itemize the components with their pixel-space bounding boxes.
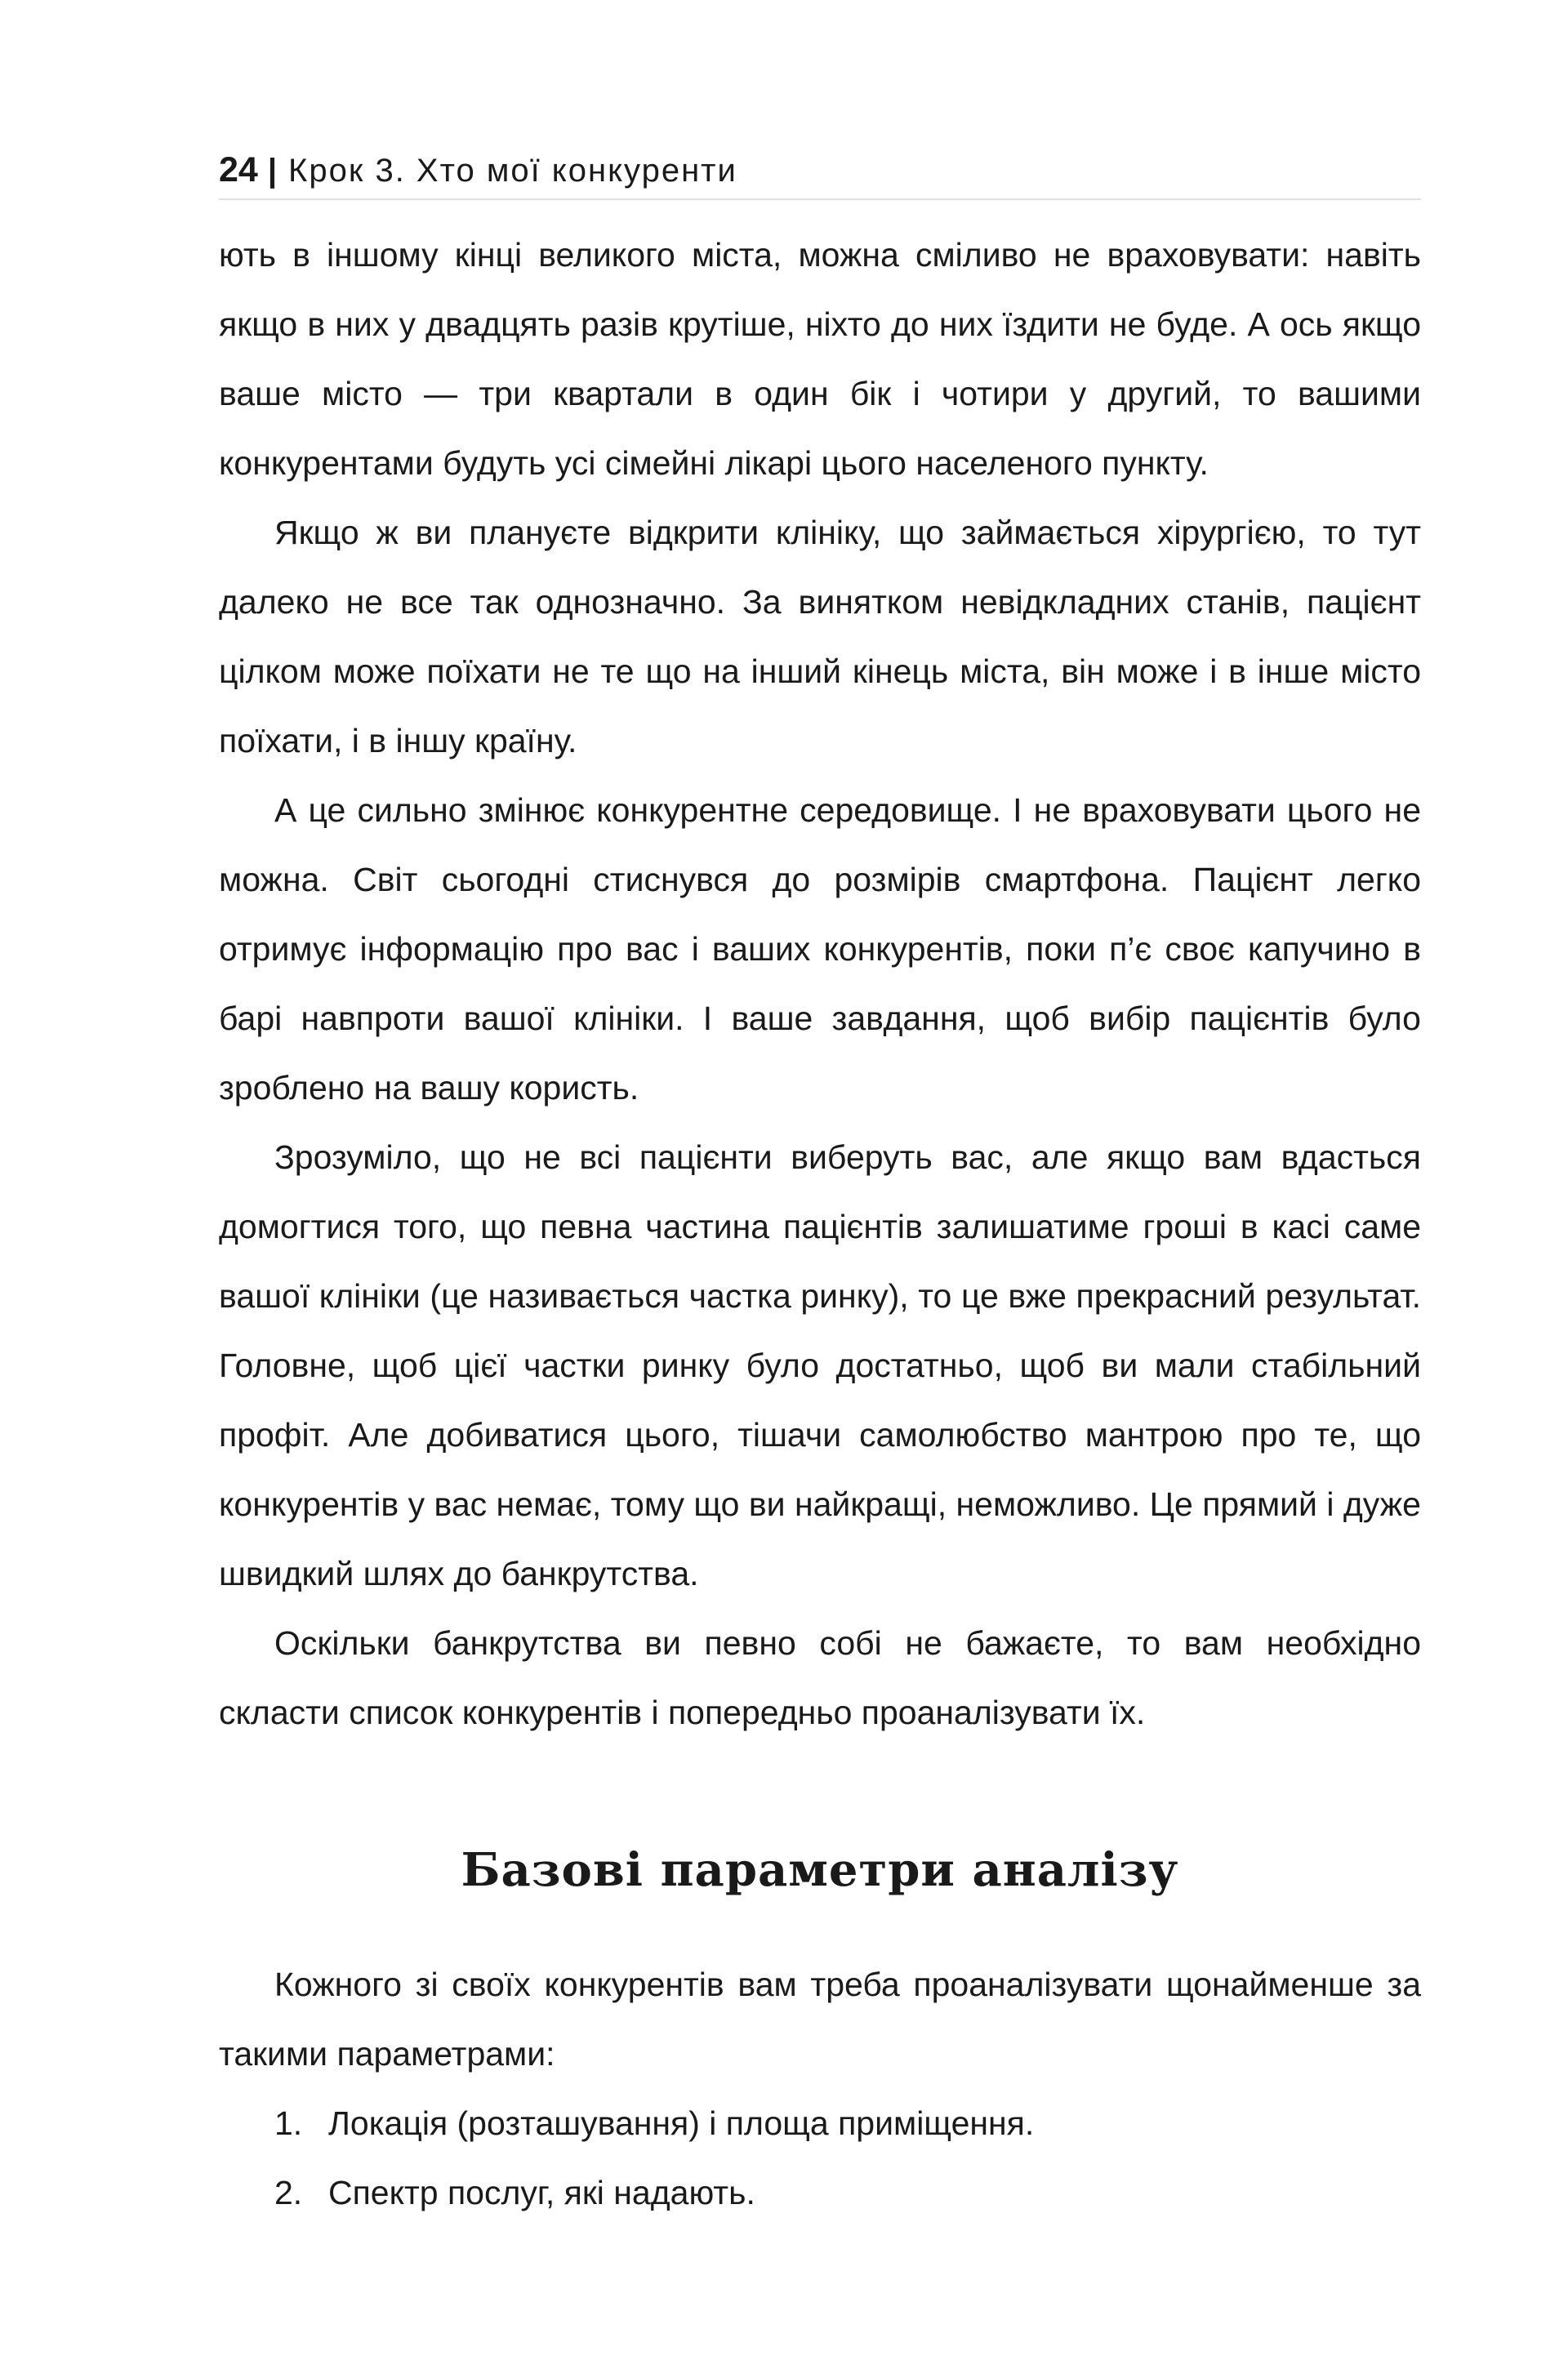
section-intro: Кожного зі своїх конкурентів вам треба проаналізувати щонайменше за такими параметрами: [219, 1966, 1421, 2073]
parameter-list [219, 2089, 1421, 2228]
header-separator: | [267, 153, 278, 189]
main-text [219, 220, 1421, 1748]
paragraph: Зрозуміло, що не всі пацієнти виберуть вас, але якщо вам вдасться домогтися того, що певна частина пацієнтів залишатиме гроші в касі саме вашої клініки (це називається частка ринку), то це вже прекрасний результат. Головне, щоб цієї частки ринку було достатньо, щоб ви мали стабільний профіт. Але добиватися цього, тішачи самолюбство мантрою про те, що конкурентів у вас немає, тому що ви найкращі, неможливо. Це прямий і дуже швидкий шлях до банкрутства. [219, 1138, 1421, 1592]
header-divider [219, 198, 1421, 200]
paragraph: А це сильно змінює конкурентне середовище. І не враховувати цього не можна. Світ сьогодні стиснувся до розмірів смартфона. Пацієнт легко отримує інформацію про вас і ваших конкурентів, поки п’є своє капучино в барі навпроти вашої клініки. І ваше завдання, щоб вибір пацієнтів було зроблено на вашу користь. [219, 791, 1421, 1107]
paragraph: ють в іншому кінці великого міста, можна сміливо не враховувати: навіть якщо в них у двадцять разів крутіше, ніхто до них їздити не буде. А ось якщо ваше місто — три квартали в один бік і чотири у другий, то вашими конкурентами будуть усі сімейні лікарі цього населеного пункту. [219, 236, 1421, 482]
list-marker: 1. [274, 2104, 303, 2142]
section-heading: Базові параметри аналізу [461, 1843, 1179, 1897]
chapter-title: Крок 3. Хто мої конкуренти [288, 153, 737, 189]
section-text [219, 1950, 1421, 2228]
list-item-text: Спектр послуг, які надають. [328, 2174, 755, 2211]
paragraph: Оскільки банкрутства ви певно собі не бажаєте, то вам необхідно скласти список конкурентів і попередньо проаналізувати їх. [219, 1624, 1421, 1731]
list-item [219, 2089, 1421, 2158]
page-number: 24 [219, 150, 258, 189]
running-head [219, 147, 1421, 194]
list-item [219, 2158, 1421, 2228]
list-marker: 2. [274, 2174, 303, 2211]
list-item-text: Локація (розташування) і площа приміщення. [328, 2104, 1035, 2142]
paragraph: Якщо ж ви плануєте відкрити клініку, що займається хірургією, то тут далеко не все так однозначно. За винятком невідкладних станів, пацієнт цілком може поїхати не те що на інший кінець міста, він може і в інше місто поїхати, і в іншу країну. [219, 514, 1421, 759]
